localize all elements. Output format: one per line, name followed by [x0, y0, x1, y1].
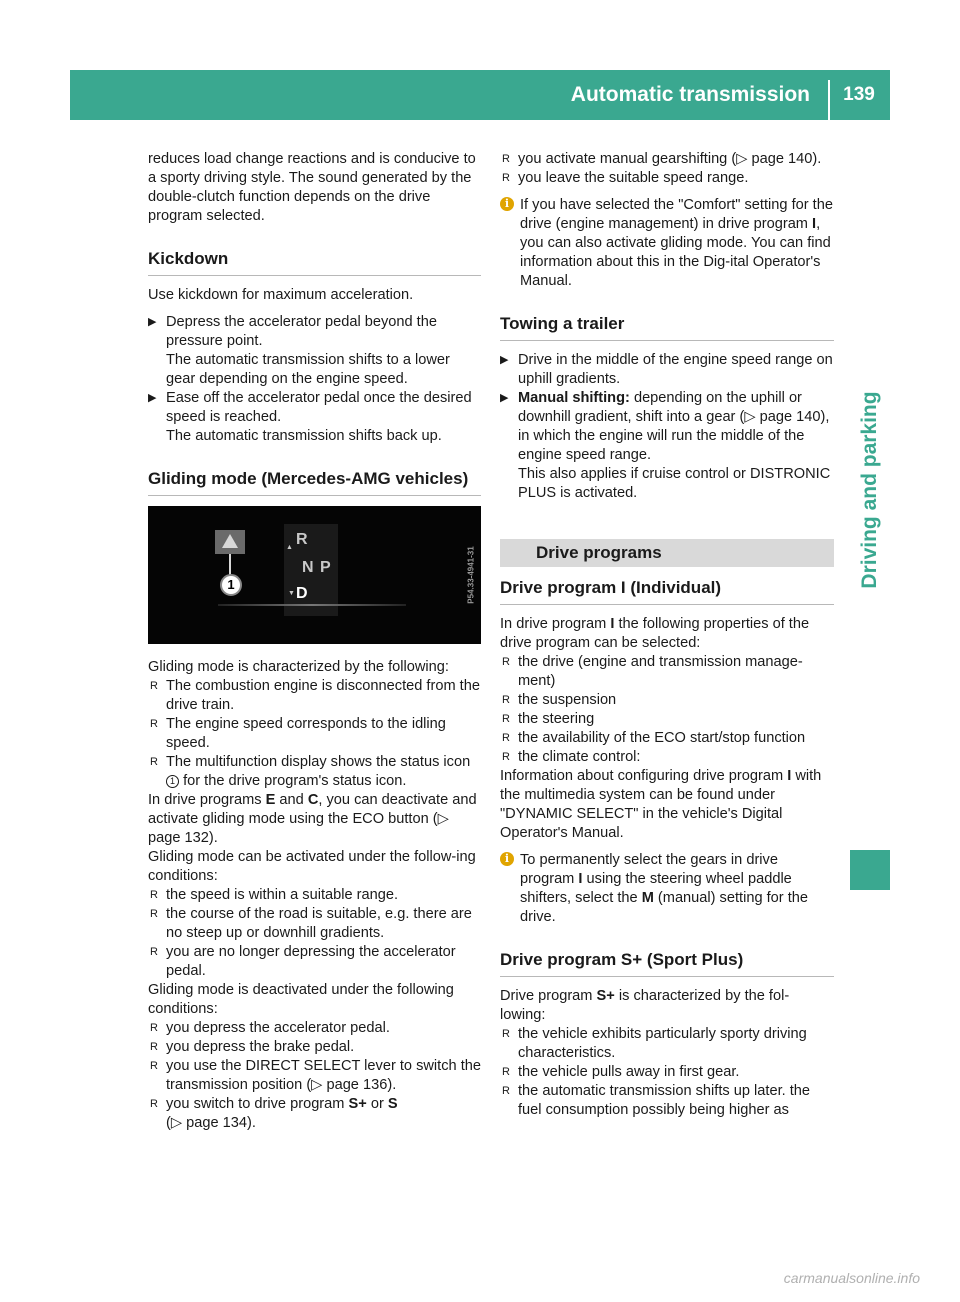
callout-badge: 1: [220, 574, 242, 596]
footer-watermark: carmanualsonline.info: [783, 1270, 920, 1286]
list-item: R the steering: [502, 711, 595, 727]
intro-paragraph: reduces load change reactions and is conducive to a sporty driving style. The sound generated by the double-clutch function depends on the drive program selected.: [148, 151, 476, 224]
list-item: R the course of the road is suitable, e.g. there are no steep up or downhill gradients.: [150, 906, 472, 941]
list-item: R The engine speed corresponds to the idling speed.: [150, 716, 446, 751]
page-title: Automatic transmission: [570, 83, 810, 106]
towing-step-1: ▶ Drive in the middle of the engine speed range on uphill gradients.: [500, 352, 833, 387]
callout-1-icon: 1: [166, 775, 179, 788]
header-divider: [828, 80, 830, 120]
gear-indicator: ▲ R N P ▼ D: [284, 524, 338, 616]
arrow-bullet-icon: ▶: [148, 392, 157, 404]
gear-d: D: [296, 585, 308, 602]
gear-r: R: [296, 531, 308, 548]
info-note: i To permanently select the gears in drive program I using the steering wheel paddle shifters, select the M (manual) setting for the drive.: [500, 851, 834, 927]
gliding-deactivation-paragraph: Gliding mode is deactivated under the following conditions:: [148, 982, 454, 1017]
heading-towing: Towing a trailer: [500, 313, 834, 341]
list-item: R you switch to drive program S+ or S (▷ page 134).: [148, 1095, 481, 1133]
chapter-tab-label: Driving and parking: [858, 391, 881, 589]
towing-step-2: ▶ Manual shifting: depending on the uphill or downhill gradient, shift into a gear (▷ page 140), in which the engine will run the middle of the engine speed range. This also applies if cruise control or DISTRONIC PLUS is activated.: [500, 390, 831, 501]
chapter-tab: [845, 300, 895, 680]
list-item: R The multifunction display shows the status icon 1 for the drive program's status icon.: [150, 754, 471, 789]
arrow-bullet-icon: ▶: [500, 392, 509, 404]
heading-drive-program-i: Drive program I (Individual): [500, 577, 834, 605]
info-icon: i: [500, 852, 514, 866]
list-item: R the vehicle exhibits particularly sporty driving characteristics.: [502, 1026, 807, 1061]
kickdown-intro: Use kickdown for maximum acceleration.: [148, 287, 414, 303]
header-bar: [70, 70, 890, 120]
gear-n: N: [302, 559, 314, 576]
list-item: R the vehicle pulls away in first gear.: [502, 1064, 740, 1080]
gliding-intro: Gliding mode is characterized by the following:: [148, 659, 449, 675]
chapter-marker: [850, 850, 890, 890]
arrow-bullet-icon: ▶: [500, 354, 509, 366]
left-column: [148, 150, 481, 1133]
list-item: R the suspension: [502, 692, 617, 708]
list-item: R you depress the accelerator pedal.: [150, 1020, 390, 1036]
info-note: i If you have selected the "Comfort" setting for the drive (engine management) in drive program I, you can also activate gliding mode. You can find information about this in the Dig-ital Operator's Manual.: [500, 196, 834, 291]
page-number: 139: [843, 84, 875, 105]
list-item: R you activate manual gearshifting (▷ page 140).: [502, 151, 822, 167]
kickdown-step-2: ▶ Ease off the accelerator pedal once the desired speed is reached. The automatic transmission shifts back up.: [148, 390, 472, 444]
gear-p: P: [320, 559, 331, 576]
list-item: R the drive (engine and transmission manage-ment): [502, 654, 803, 689]
heading-gliding-mode: Gliding mode (Mercedes-AMG vehicles): [148, 468, 481, 496]
section-drive-programs: Drive programs: [500, 539, 834, 567]
gliding-mode-figure: [148, 506, 481, 644]
list-item: R you are no longer depressing the accelerator pedal.: [150, 944, 456, 979]
kickdown-step-1: ▶ Depress the accelerator pedal beyond the pressure point. The automatic transmission shifts to a lower gear depending on the engine speed.: [148, 314, 450, 387]
gliding-eco-paragraph: In drive programs E and C, you can deactivate and activate gliding mode using the ECO button (▷ page 132).: [148, 792, 477, 846]
heading-kickdown: Kickdown: [148, 248, 481, 276]
list-item: R the automatic transmission shifts up later. the fuel consumption possibly being higher as: [502, 1083, 811, 1118]
page-ref-link[interactable]: (▷ page 134).: [166, 1115, 256, 1131]
arrow-bullet-icon: ▶: [148, 316, 157, 328]
info-icon: i: [500, 197, 514, 211]
list-item: R you use the DIRECT SELECT lever to switch the transmission position (▷ page 136).: [150, 1058, 481, 1093]
page-ref-link[interactable]: (▷ page 132).: [148, 811, 449, 846]
gliding-status-icon: [215, 530, 245, 554]
list-item: R the availability of the ECO start/stop function: [502, 730, 806, 746]
figure-code: P54.33-4941-31: [466, 546, 476, 604]
list-item: R The combustion engine is disconnected from the drive train.: [150, 678, 480, 713]
list-item: R the climate control:: [502, 749, 641, 765]
heading-drive-program-s-plus: Drive program S+ (Sport Plus): [500, 949, 834, 977]
right-column: R you activate manual gearshifting (▷ page 140). R you leave the suitable speed range. i If you have selected the "Comfort" setting for the drive (engine management) in drive program I, you can also activate gliding mode. You can find information about this in the Dig-ital Operator's Manual. Towing a trailer ▶ Drive in the middle of the engine speed range on uphill gradients. ▶ Manual shifting: depending on the uphill or downhill gradient, shift into a gear (▷ page 140), in which the engine will run the middle of the engine speed range. This also applies if cruise control or DISTRONIC PLUS is activated. Drive programs Drive program I (Individual) In drive program I the following properties of the drive program can be selected: R the drive (engine and transmission manage-ment) R the suspension R the steering R the availability of the ECO start/stop function R the climate control: Information about configuring drive program I with the multimedia system can be found under "DYNAMIC SELECT" in the vehicle's Digital Operator's Manual. i To permanently select the gears in drive program I using the steering wheel paddle shifters, select the M (manual) setting for the drive. Drive program S+ (Sport Plus) Drive program S+ is characterized by the fol-lowing: R the vehicle exhibits particularly sporty driving characteristics. R the vehicle pulls away in first gear. R the automatic transmission shifts up later. the fuel consumption possibly being higher as: [500, 151, 833, 1118]
list-item: R you leave the suitable speed range.: [502, 170, 749, 186]
list-item: R the speed is within a suitable range.: [150, 887, 399, 903]
gliding-activation-paragraph: Gliding mode can be activated under the follow-ing conditions:: [148, 849, 476, 884]
list-item: R you depress the brake pedal.: [150, 1039, 355, 1055]
